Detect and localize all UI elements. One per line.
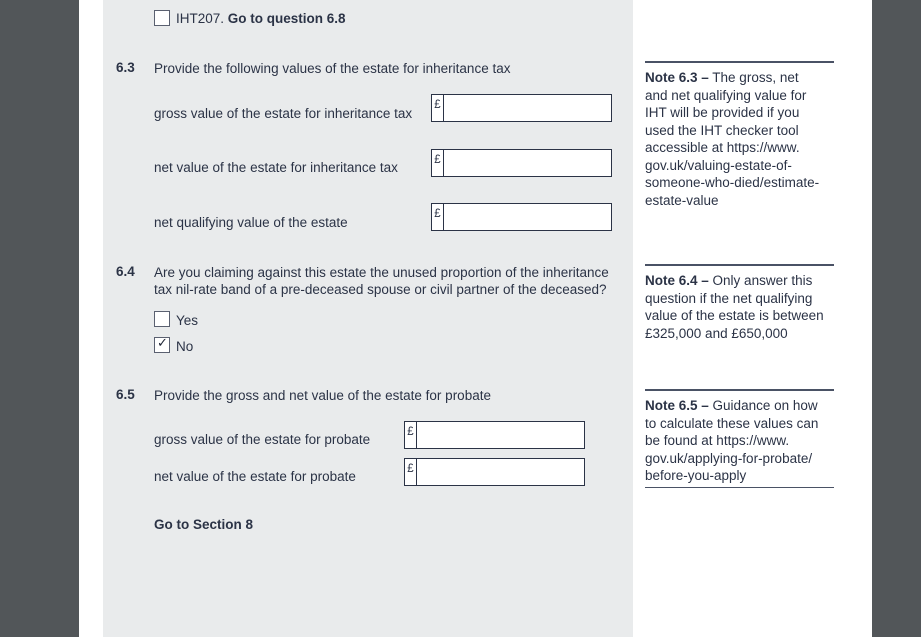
question-6-4-number: 6.4 bbox=[116, 264, 135, 279]
net-qualifying-label: net qualifying value of the estate bbox=[154, 215, 348, 230]
question-6-5-text: Provide the gross and net value of the estate for probate bbox=[154, 388, 491, 403]
note-6-5-line: gov.uk/applying-for-probate/ bbox=[645, 450, 813, 466]
note-6-3-line: accessible at https://www. bbox=[645, 140, 800, 155]
iht207-goto: Go to question 6.8 bbox=[227, 11, 346, 26]
note-6-3-line: and net qualifying value for bbox=[645, 87, 807, 103]
checkmark-icon: ✓ bbox=[157, 335, 168, 350]
yes-label: Yes bbox=[176, 313, 199, 328]
gross-iht-input[interactable] bbox=[444, 95, 617, 121]
net-probate-input[interactable] bbox=[417, 459, 590, 485]
net-iht-label: net value of the estate for inheritance tax bbox=[154, 160, 398, 175]
pound-sign-icon: £ bbox=[432, 95, 444, 121]
note-6-3-title: Note 6.3 – bbox=[645, 70, 709, 85]
question-6-3-text: Provide the following values of the estate for inheritance tax bbox=[154, 61, 511, 76]
question-6-4-line1: Are you claiming against this estate the unused proportion of the inheritance bbox=[154, 265, 609, 280]
iht207-label: IHT207. bbox=[176, 11, 225, 26]
note-6-4-line: £325,000 and £650,000 bbox=[645, 325, 788, 341]
note-6-3-line: used the IHT checker tool bbox=[645, 122, 799, 138]
note-6-4 bbox=[645, 264, 834, 342]
note-6-3-line: gov.uk/valuing-estate-of- bbox=[645, 157, 792, 173]
gross-probate-field bbox=[404, 421, 585, 449]
yes-checkbox[interactable] bbox=[154, 311, 170, 327]
question-6-4-line2: tax nil-rate band of a pre-deceased spouse or civil partner of the deceased? bbox=[154, 282, 607, 297]
gross-probate-label: gross value of the estate for probate bbox=[154, 432, 371, 447]
note-6-5-line: Guidance on how bbox=[712, 398, 818, 413]
note-6-3 bbox=[645, 61, 834, 209]
note-6-4-line: value of the estate is between bbox=[645, 308, 824, 323]
note-6-3-line: IHT will be provided if you bbox=[645, 105, 800, 120]
no-label: No bbox=[176, 339, 194, 354]
net-probate-field bbox=[404, 458, 585, 486]
note-6-5 bbox=[645, 389, 834, 488]
no-checkbox[interactable] bbox=[154, 337, 170, 353]
gross-iht-field bbox=[431, 94, 612, 122]
note-6-4-title: Note 6.4 – bbox=[645, 273, 709, 288]
net-iht-field bbox=[431, 149, 612, 177]
iht207-checkbox[interactable] bbox=[154, 10, 170, 26]
net-probate-label: net value of the estate for probate bbox=[154, 469, 356, 484]
note-6-4-line: question if the net qualifying bbox=[645, 290, 813, 306]
gross-iht-label: gross value of the estate for inheritance tax bbox=[154, 106, 413, 121]
pound-sign-icon: £ bbox=[432, 150, 444, 176]
iht207-option bbox=[176, 10, 346, 27]
note-6-5-line: before-you-apply bbox=[645, 468, 747, 483]
net-qualifying-field bbox=[431, 203, 612, 231]
note-6-4-line: Only answer this bbox=[712, 273, 813, 288]
pound-sign-icon: £ bbox=[432, 204, 444, 230]
question-6-5-number: 6.5 bbox=[116, 387, 135, 402]
net-iht-input[interactable] bbox=[444, 150, 617, 176]
gross-probate-input[interactable] bbox=[417, 422, 590, 448]
note-6-3-line: someone-who-died/estimate- bbox=[645, 175, 820, 190]
note-6-3-line: estate-value bbox=[645, 192, 719, 208]
note-6-5-line: be found at https://www. bbox=[645, 433, 790, 448]
note-6-5-line: to calculate these values can bbox=[645, 415, 819, 431]
note-6-3-line: The gross, net bbox=[712, 70, 799, 85]
pound-sign-icon: £ bbox=[405, 422, 417, 448]
goto-section-8: Go to Section 8 bbox=[154, 517, 254, 532]
pound-sign-icon: £ bbox=[405, 459, 417, 485]
question-6-3-number: 6.3 bbox=[116, 60, 135, 75]
note-6-5-title: Note 6.5 – bbox=[645, 398, 709, 413]
net-qualifying-input[interactable] bbox=[444, 204, 617, 230]
